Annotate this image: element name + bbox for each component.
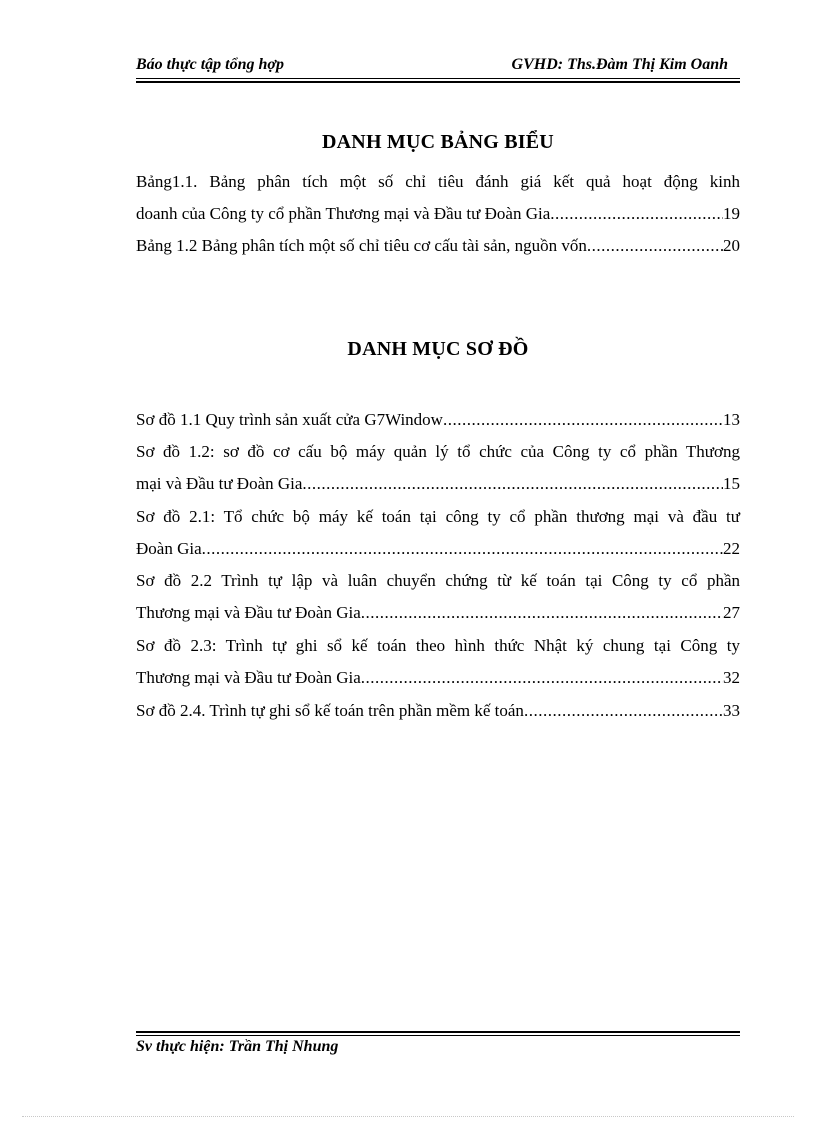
footer-divider-thick bbox=[136, 1031, 740, 1033]
toc-page-number: 33 bbox=[723, 701, 740, 720]
header-divider-thin bbox=[136, 78, 740, 79]
toc-entry-text: mại và Đầu tư Đoàn Gia bbox=[136, 474, 303, 493]
toc-entry-diagram-2-2 bbox=[136, 565, 740, 629]
dot-leader bbox=[443, 404, 723, 436]
diagrams-section-title: DANH MỤC SƠ ĐỒ bbox=[347, 338, 529, 360]
toc-page-number: 15 bbox=[723, 474, 740, 493]
dot-leader bbox=[202, 533, 723, 565]
toc-entry-diagram-2-1 bbox=[136, 501, 740, 565]
toc-entry-text: Sơ đồ 2.4. Trình tự ghi sổ kế toán trên phần mềm kế toán bbox=[136, 701, 524, 720]
dot-leader bbox=[587, 230, 723, 262]
header-report-title: Báo thực tập tổng hợp bbox=[136, 56, 284, 73]
toc-entry-table-1-1 bbox=[136, 166, 740, 230]
dot-leader bbox=[524, 695, 723, 727]
header-supervisor: GVHD: Ths.Đàm Thị Kim Oanh bbox=[511, 56, 728, 73]
toc-entry-diagram-1-2 bbox=[136, 436, 740, 500]
toc-entry-text: doanh của Công ty cổ phần Thương mại và Đầu tư Đoàn Gia bbox=[136, 204, 551, 223]
toc-entry-text: Thương mại và Đầu tư Đoàn Gia bbox=[136, 603, 361, 622]
toc-entry-table-1-2 bbox=[136, 230, 740, 262]
toc-entry-diagram-2-3 bbox=[136, 630, 740, 694]
toc-entry-text: Sơ đồ 1.2: sơ đồ cơ cấu bộ máy quản lý tổ chức của Công ty cổ phần Thương bbox=[136, 442, 740, 461]
page-header bbox=[136, 54, 740, 76]
toc-page-number: 13 bbox=[723, 410, 740, 429]
toc-entry-text: Sơ đồ 2.1: Tổ chức bộ máy kế toán tại công ty cổ phần thương mại và đầu tư bbox=[136, 507, 740, 526]
toc-page-number: 19 bbox=[723, 204, 740, 223]
toc-entry-diagram-1-1 bbox=[136, 404, 740, 436]
toc-page-number: 20 bbox=[723, 236, 740, 255]
toc-entry-diagram-2-4 bbox=[136, 695, 740, 727]
tables-section-title: DANH MỤC BẢNG BIỂU bbox=[322, 131, 554, 153]
toc-entry-text: Sơ đồ 1.1 Quy trình sản xuất cửa G7Window bbox=[136, 410, 443, 429]
toc-entry-text: Bảng 1.2 Bảng phân tích một số chỉ tiêu cơ cấu tài sản, nguồn vốn bbox=[136, 236, 587, 255]
toc-entry-text: Sơ đồ 2.3: Trình tự ghi sổ kế toán theo hình thức Nhật ký chung tại Công ty bbox=[136, 636, 740, 655]
toc-entry-text: Đoàn Gia bbox=[136, 539, 202, 558]
toc-page-number: 32 bbox=[723, 668, 740, 687]
page-edge-divider bbox=[22, 1116, 794, 1117]
toc-entry-text: Thương mại và Đầu tư Đoàn Gia bbox=[136, 668, 361, 687]
toc-entry-text: Bảng1.1. Bảng phân tích một số chỉ tiêu đánh giá kết quả hoạt động kinh bbox=[136, 172, 740, 191]
dot-leader bbox=[302, 468, 723, 500]
toc-entry-text: Sơ đồ 2.2 Trình tự lập và luân chuyển chứng từ kế toán tại Công ty cổ phần bbox=[136, 571, 740, 590]
toc-page-number: 27 bbox=[723, 603, 740, 622]
dot-leader bbox=[361, 662, 723, 694]
header-divider-thick bbox=[136, 81, 740, 83]
toc-page-number: 22 bbox=[723, 539, 740, 558]
dot-leader bbox=[550, 198, 723, 230]
footer-divider-thin bbox=[136, 1035, 740, 1036]
dot-leader bbox=[361, 597, 723, 629]
page-footer: Sv thực hiện: Trần Thị Nhung bbox=[136, 1038, 339, 1055]
